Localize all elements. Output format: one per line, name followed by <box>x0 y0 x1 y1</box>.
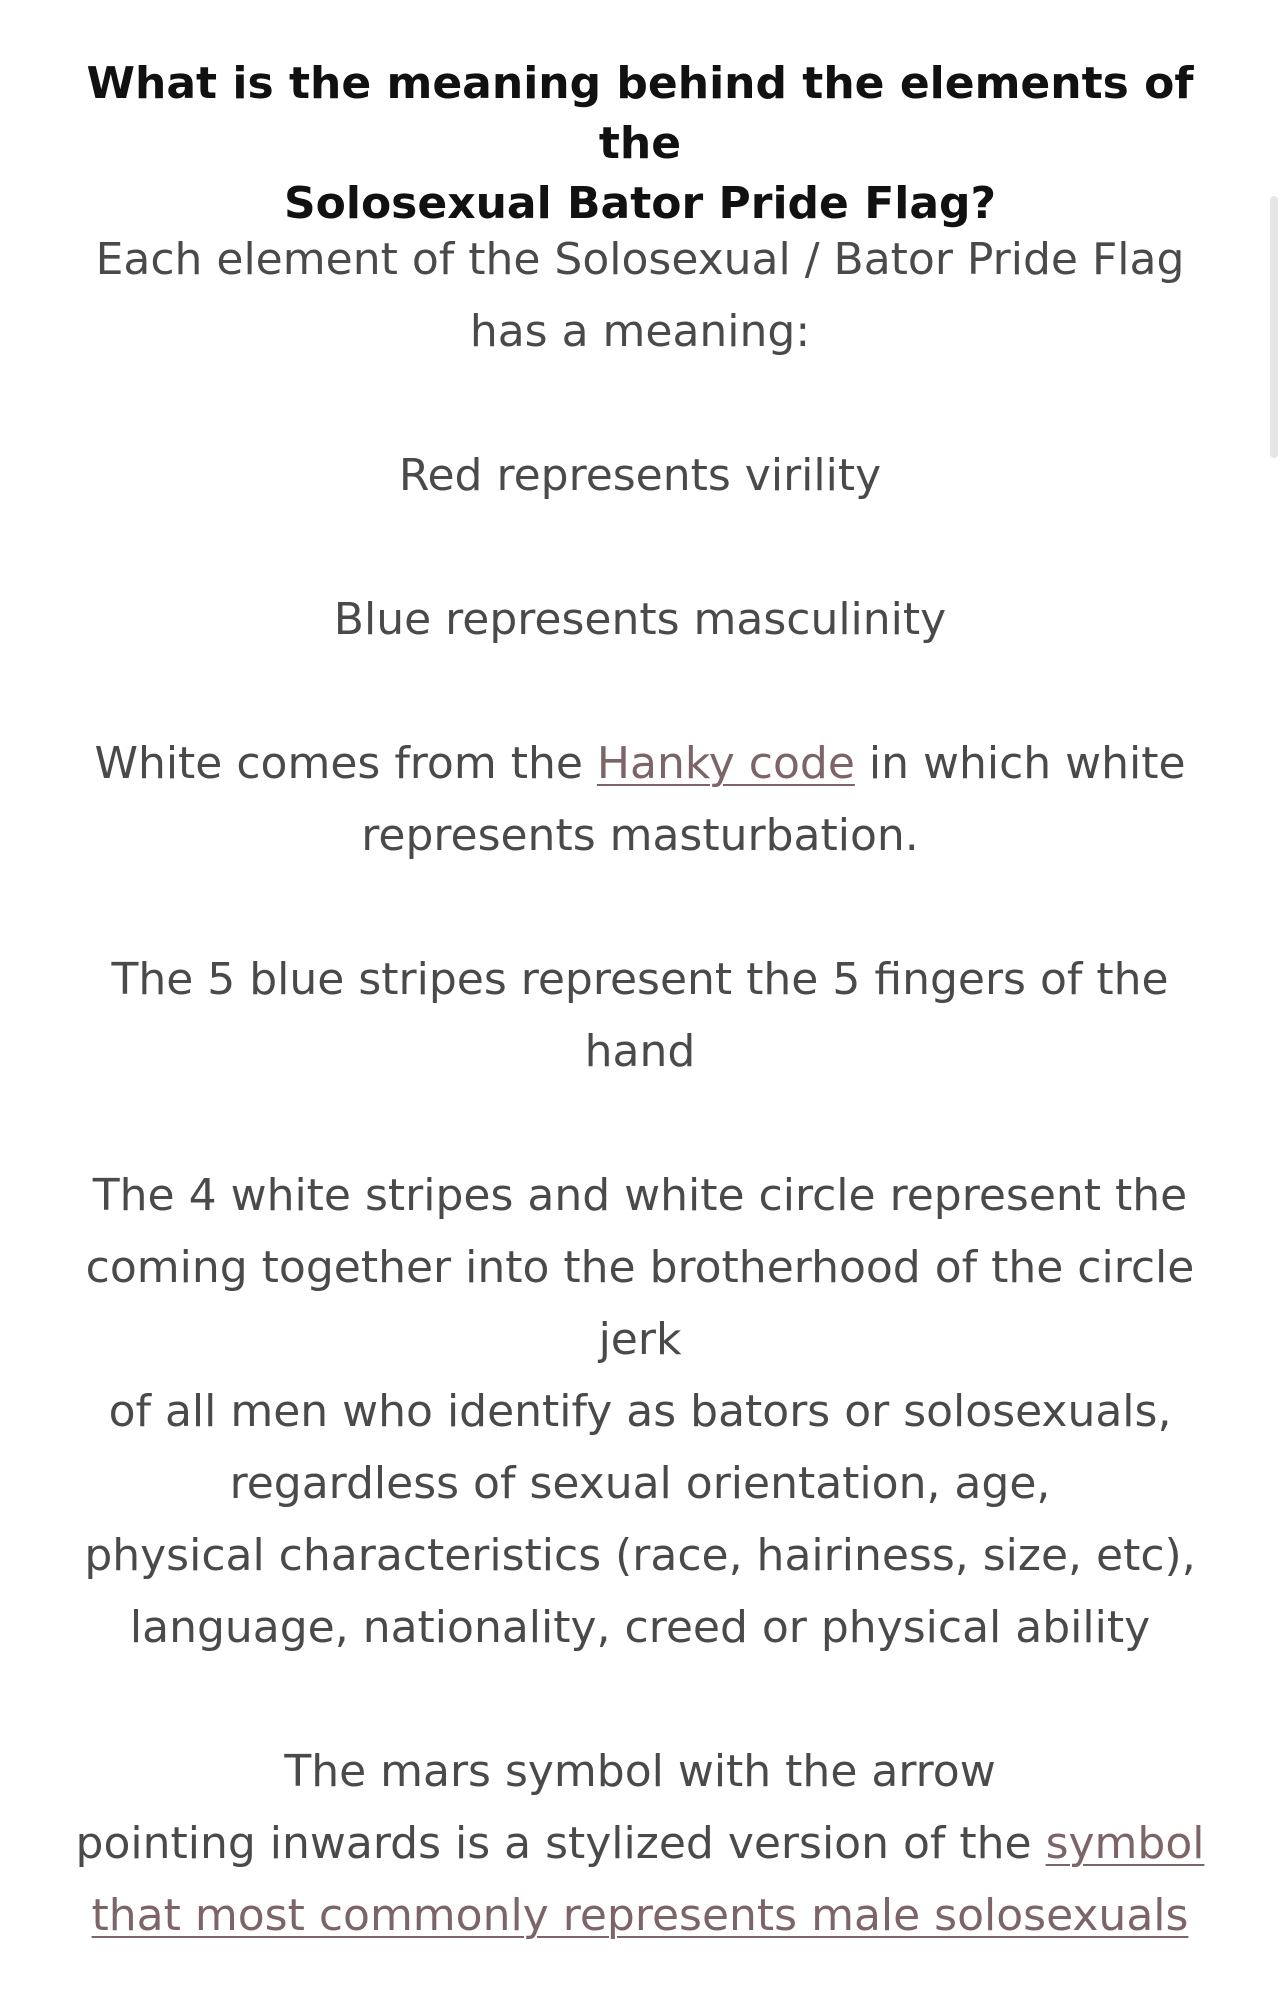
white-meaning-line-1 <box>40 728 1240 800</box>
white-meaning-after-link: in which white <box>854 738 1186 789</box>
white-stripes-line-1: The 4 white stripes and white circle represent the <box>92 1170 1188 1221</box>
heading-line-1: What is the meaning behind the elements of the <box>86 58 1194 169</box>
white-stripes-line-4: of all men who identify as bators or solosexuals, <box>108 1386 1172 1437</box>
white-stripes-line-2: coming together into the brotherhood of the circle <box>85 1242 1195 1293</box>
blue-stripes-line-1: The 5 blue stripes represent the 5 fingers of the <box>111 954 1169 1005</box>
section-heading <box>40 54 1240 234</box>
heading-line-2: Solosexual Bator Pride Flag? <box>283 178 997 229</box>
mars-line-2-text: pointing inwards is a stylized version of the <box>75 1818 1046 1869</box>
symbol-link-part-2[interactable]: that most commonly represents male solosexuals <box>91 1890 1189 1941</box>
blue-meaning-text: Blue represents masculinity <box>333 594 947 645</box>
intro-line-2: has a meaning: <box>469 306 811 357</box>
white-stripes-line-3: jerk <box>598 1314 682 1365</box>
red-meaning-text: Red represents virility <box>398 450 882 501</box>
white-stripes-line-7: language, nationality, creed or physical ability <box>129 1602 1151 1653</box>
white-meaning-before-link: White comes from the <box>94 738 597 789</box>
mars-symbol-meaning <box>40 1736 1240 1952</box>
white-stripes-line-5: regardless of sexual orientation, age, <box>229 1458 1051 1509</box>
white-meaning <box>40 728 1240 872</box>
white-stripes-line-6: physical characteristics (race, hairiness, size, etc), <box>84 1530 1196 1581</box>
mars-line-1: The mars symbol with the arrow <box>284 1746 996 1797</box>
page-scrollbar[interactable] <box>1270 196 1278 458</box>
mars-line-3 <box>40 1880 1240 1952</box>
white-meaning-line-2: represents masturbation. <box>361 810 919 861</box>
blue-stripes-line-2: hand <box>584 1026 696 1077</box>
symbol-link-part-1[interactable]: symbol <box>1045 1818 1205 1869</box>
intro-paragraph <box>40 224 1240 368</box>
intro-line-1: Each element of the Solosexual / Bator Pride Flag <box>95 234 1185 285</box>
blue-meaning <box>40 584 1240 656</box>
red-meaning <box>40 440 1240 512</box>
hanky-code-link[interactable]: Hanky code <box>596 738 855 789</box>
mars-line-2 <box>40 1808 1240 1880</box>
white-stripes-meaning <box>40 1160 1240 1664</box>
blue-stripes-meaning <box>40 944 1240 1088</box>
